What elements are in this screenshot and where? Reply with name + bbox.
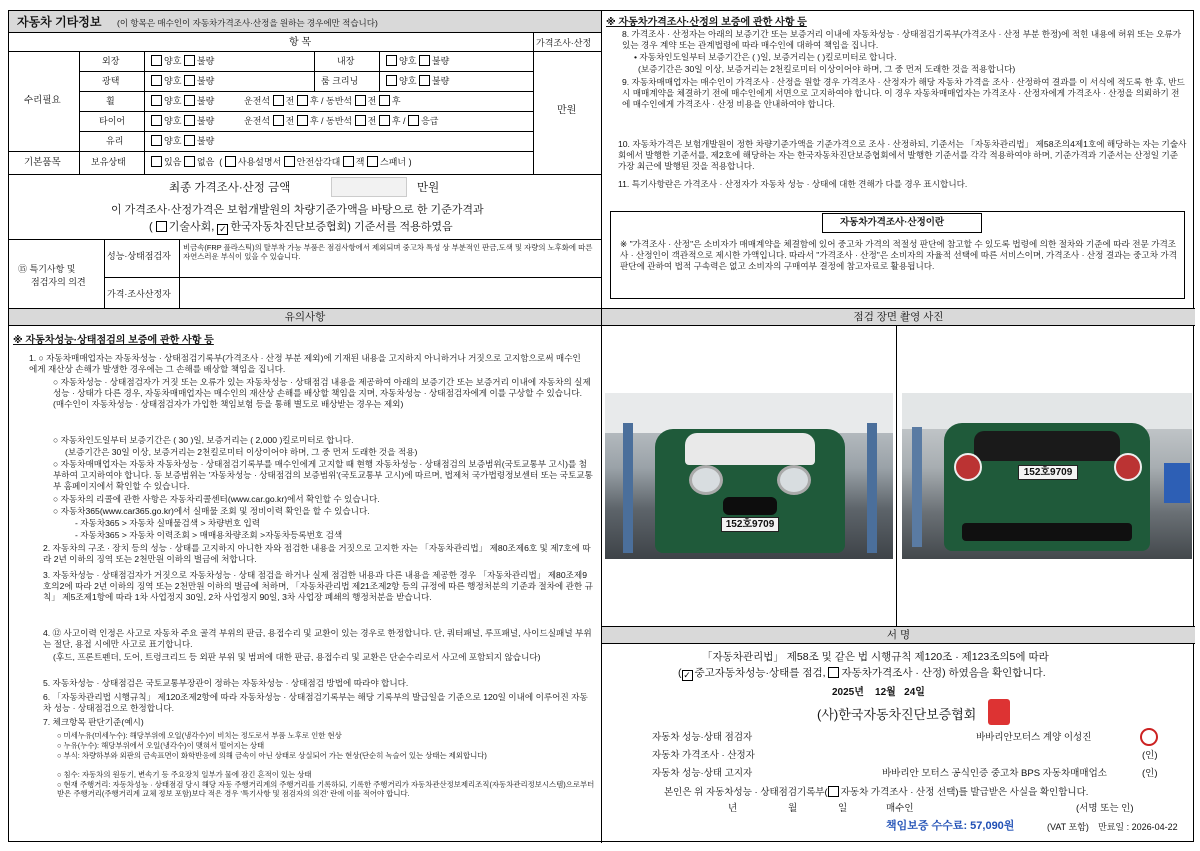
row-possession-label: 보유상태 — [91, 157, 126, 167]
note-1g: - 자동차365 > 자동차 실매물검색 > 차량번호 입력 — [75, 518, 261, 528]
room-bad-checkbox[interactable] — [419, 75, 430, 86]
note-7e: ○ 현재 주행거리: 자동차성능 · 상태점검 당시 해당 자동 주행거리계의 주행거리를 기록하되, 기록한 주행거리가 자동차관산정보제리조직(자동차관리정보시스템)으로부터 받은 주행거리(주행거리계 교체 정보 포함)보다 적은 경우 '특기사항 및 점검자의 의견' 란에 이를 적어야 합니다. — [57, 780, 595, 799]
association-seal-icon — [988, 699, 1010, 725]
room-good-checkbox[interactable] — [386, 75, 397, 86]
bad-label: 불량 — [196, 96, 215, 106]
note-7c: ○ 부식: 차량하부와 외판의 금속표면이 화학반응에 의해 금속이 아닌 상태로 상실되어 가는 현상(단순히 녹슬어 있는 상태는 제외합니다) — [57, 751, 487, 760]
note-4b: (후드, 프론트펜더, 도어, 트렁크리드 등 외판 부위 및 범퍼에 대한 판금, 용접수리 및 교환은 단순수리로서 사고에 포함되지 않습니다) — [53, 652, 541, 662]
basis-kaia-label: 한국자동차진단보증협회 — [230, 221, 348, 233]
wheel-good-checkbox[interactable] — [151, 95, 162, 106]
expiry-date: 만료일 : 2026-04-22 — [1098, 822, 1178, 832]
performance-check-label: 중고자동차성능·상태를 점검, — [694, 667, 826, 679]
note-7b: ○ 누유(누수): 해당부위에서 오일(냉각수)이 맺혀서 떨어지는 상태 — [57, 741, 265, 750]
bad-label: 불량 — [196, 56, 215, 66]
basis-tech-label: 기술사회, — [168, 221, 215, 233]
special-notes-label-2: 점검자의 의견 — [31, 277, 86, 287]
note-7: 7. 체크항목 판단기준(예시) — [43, 717, 144, 727]
row-tire-label: 타이어 — [99, 116, 126, 126]
notifier-row-value: 바바리안 모터스 공식인증 중고차 BPS 자동차매매업소 — [882, 768, 1107, 779]
basis-tech-checkbox[interactable] — [156, 221, 167, 232]
manual-label: 사용설명서 — [237, 157, 282, 167]
col-item-header: 항 목 — [289, 37, 312, 48]
note-6: 6. 「자동차관리법 시행규칙」 제120조제2항에 따라 자동차성능 · 상태점검기록부는 해당 기록부의 발급일을 기준으로 120일 이내에 이루어진 자동차 성능 · 상태점검으로 한정합니다. — [43, 692, 588, 714]
front-plate: 152호9709 — [721, 517, 779, 532]
note-1f: ○ 자동차365(www.car365.go.kr)에서 실매물 조회 및 정비이력 확인을 할 수 있습니다. — [53, 506, 370, 516]
note-7d: ○ 침수: 자동차의 원동기, 변속기 등 주요장치 일부가 물에 잠긴 흔적이 있는 상태 — [57, 770, 312, 779]
col-price-header: 가격조사·산정 — [536, 38, 592, 48]
price-item-11: 11. 특기사항란은 가격조사 · 산정자가 자동차 성능 · 상태에 대한 견해가 다를 경우 표시합니다. — [618, 179, 968, 189]
date-day: 24일 — [904, 687, 925, 698]
signature-header: 서 명 — [602, 627, 1195, 644]
receipt-year: 년 — [728, 803, 738, 814]
price-item-8-sub1: • 자동차인도일부터 보증기간은 ( )일, 보증거리는 ( )킬로미터로 합니다. — [634, 52, 897, 62]
wheel-rear-passenger-checkbox[interactable] — [297, 95, 308, 106]
front-label: 전 — [367, 96, 377, 106]
row-gloss-label: 광택 — [102, 76, 120, 86]
driver-side-label: 운전석 — [244, 116, 271, 126]
price-def-title: 자동차가격조사·산정이란 — [840, 217, 945, 228]
interior-bad-checkbox[interactable] — [419, 55, 430, 66]
final-price-label: 최종 가격조사·산정 금액 — [169, 182, 291, 194]
price-item-8: 8. 가격조사 · 산정자는 아래의 보증기간 또는 보증거리 이내에 자동차성능 · 상태점검기록부(가격조사 · 산정 부분 한정)에 적힌 내용에 허위 또는 오류가 있는 경우 계약 또는 관계법령에 따라 매수인에 대하여 책임을 집니다. — [622, 29, 1182, 51]
row-room-cleaning-label: 룸 크리닝 — [321, 76, 359, 86]
exterior-good-checkbox[interactable] — [151, 55, 162, 66]
price-def-text: ※ "가격조사 · 산정"은 소비자가 매매계약을 체결함에 있어 중고차 가격의 적절성 판단에 참고할 수 있도록 법령에 의한 절차와 기준에 따라 전문 가격조사 · 산정인이 객관적으로 제시한 가액입니다. 따라서 "가격조사 · 산정"은 소비자의 자율적 선택에 따른 서비스이며, 가격조사 · 산정 결과는 중고차 가격판단에 관하여 법적 구속력은 없고 소비자의 구매여부 결정에 참고자료로 활용됩니다. — [620, 239, 1178, 272]
front-label: 전 — [285, 116, 295, 126]
interior-good-checkbox[interactable] — [386, 55, 397, 66]
price-guarantee-title: ※ 자동차가격조사·산정의 보증에 관한 사항 등 — [606, 17, 807, 28]
performance-check-checkbox[interactable]: ✓ — [683, 670, 691, 680]
other-info-title: 자동차 기타정보 — [17, 15, 102, 29]
notes-header: 유의사항 — [9, 309, 601, 326]
possession-have-checkbox[interactable] — [151, 156, 162, 167]
manual-checkbox[interactable] — [225, 156, 236, 167]
notes-section — [9, 309, 602, 843]
rear-passenger-label: 후 / 동반석 — [309, 116, 353, 126]
rear-passenger-label: 후 / 동반석 — [309, 96, 353, 106]
receipt-price-checkbox[interactable] — [828, 786, 839, 797]
exterior-bad-checkbox[interactable] — [184, 55, 195, 66]
fee-vat: (VAT 포함) — [1047, 822, 1089, 832]
receipt-month: 월 — [788, 803, 798, 814]
rear-plate: 152호9709 — [1018, 465, 1078, 480]
bad-label: 불량 — [431, 56, 450, 66]
none-label: 없음 — [196, 157, 215, 167]
possession-none-checkbox[interactable] — [184, 156, 195, 167]
photos-header: 점검 장면 촬영 사진 — [602, 309, 1195, 326]
inspection-form-page — [8, 10, 1194, 842]
tire-front-checkbox[interactable] — [273, 115, 284, 126]
tire-rear-passenger-checkbox[interactable] — [297, 115, 308, 126]
note-1h: - 자동차365 > 자동차 이력조회 > 매매용차량조회 >자동차등록번호 검색 — [75, 530, 343, 540]
other-info-subtitle: (이 항목은 매수인이 자동차가격조사·산정을 원하는 경우에만 적습니다) — [117, 18, 378, 28]
jack-checkbox[interactable] — [343, 156, 354, 167]
glass-good-checkbox[interactable] — [151, 135, 162, 146]
jack-label: 잭 — [355, 157, 365, 167]
row-exterior-label: 외장 — [102, 56, 120, 66]
gloss-bad-checkbox[interactable] — [184, 75, 195, 86]
tire-bad-checkbox[interactable] — [184, 115, 195, 126]
note-1b: ○ 자동차성능 · 상태점검자가 거짓 또는 오류가 있는 자동차성능 · 상태점검 내용을 제공하여 아래의 보증기간 또는 보증거리 이내에 자동차의 실제 성능 · 상태가 다른 경우, 자동차매매업자는 매수인의 재산상 손해를 배상할 책임을 지며, 자동차성능 · 상태점검자에게 이를 구상할 수 있습니다.(매수인이 자동차성능 · 상태점검자가 가입한 책임보험 등을 통해 별도로 배상받는 경우는 제외) — [53, 377, 591, 410]
repair-needed-label: 수리필요 — [24, 95, 61, 106]
receipt-text-2: 자동차 가격조사 · 산정 선택)를 발급받은 사실을 확인합니다. — [840, 787, 1089, 798]
price-check-label: 자동차가격조사 · 산정) 하였음을 확인합니다. — [841, 667, 1046, 679]
driver-side-label: 운전석 — [244, 96, 271, 106]
notes-title: ※ 자동차성능·상태점검의 보증에 관한 사항 등 — [13, 335, 214, 346]
signature-line-1: 「자동차관리법」 제58조 및 같은 법 시행규칙 제120조 · 제123조의5에 따라 — [702, 651, 1049, 663]
front-inspection-photo — [605, 393, 893, 559]
paren-open: ( — [678, 667, 682, 679]
good-label: 양호 — [399, 56, 417, 66]
price-item-10: 10. 자동차가격은 보험개발원이 정한 차량기준가액을 기준가격으로 조사 · 산정하되, 기준서는 「자동차관리법」 제58조의4제1호에 해당하는 자는 기술사회에서 발행한 기준서를, 제2호에 해당하는 자는 한국자동차진단보증협회에서 발행한 기준서를 각각 적용하여야 하며, 기준가격과 기준서는 산정일 기준 가장 최근에 발행된 것을 적용합니다. — [618, 139, 1187, 172]
bad-label: 불량 — [431, 76, 450, 86]
tire-passenger-rear-checkbox[interactable] — [379, 115, 390, 126]
basis-kaia-checkbox[interactable]: ✓ — [219, 224, 227, 234]
good-label: 양호 — [164, 96, 182, 106]
notifier-row-label: 자동차 성능·상태 고지자 — [652, 768, 753, 779]
signature-section — [602, 627, 1195, 843]
triangle-checkbox[interactable] — [284, 156, 295, 167]
note-1e: ○ 자동차의 리콜에 관한 사항은 자동차리콜센터(www.car.go.kr)에서 확인할 수 있습니다. — [53, 494, 380, 504]
price-check-checkbox[interactable] — [828, 667, 839, 678]
good-label: 양호 — [399, 76, 417, 86]
receipt-day: 일 — [838, 803, 848, 814]
front-label: 전 — [285, 96, 295, 106]
gloss-good-checkbox[interactable] — [151, 75, 162, 86]
note-1c2: (보증기간은 30일 이상, 보증거리는 2천킬로미터 이상이어야 하며, 그 중 먼저 도래한 것을 적용) — [65, 447, 418, 457]
appraiser-label: 가격·조사산정자 — [107, 289, 171, 299]
buyer-sign: (서명 또는 인) — [1076, 803, 1134, 814]
other-info-section: 자동차 기타정보 (이 항목은 매수인이 자동차가격조사·산정을 원하는 경우에만 적습니다) 항 목 가격조사·산정 수리필요 기본품목 외장 양호 불량 내장 양호 불량 광택 양호 불량 룸 크리닝 양호 불량 휠 양호 불량 운전석 전 후 / 동반석 전 후 타이어 양호 불량 운전석 전 후 / 동반석 전 후 / 응급 유리 양호 불량 만원 보유상태 있음 없음 ( 사용설명서 안전삼각대 잭 스패너 ) 최종 가격조사·산정 금액 만원 이 가격조사·산정가격은 보험개발원의 차량기준가액을 바탕으로 한 기준가격과 ( 기술사회, ✓ 한국자동차진단보증협회) 기준서를 적용하였음 ⑮ 특기사항 및 점검자의 의견 성능·상태점검자 비금속(FRP 플라스틱)의 탈부착 가능 부품은 점검사항에서 제외되며 중고차 특성 상 부분적인 판금,도색 및 자량의 노후화에 따른 자연스러운 부식이 있을 수 있습니다. 가격·조사산정자 — [9, 11, 602, 309]
front-label: 전 — [367, 116, 377, 126]
notifier-seal: (인) — [1142, 768, 1158, 779]
inspector-seal-icon — [1140, 728, 1158, 746]
price-item-8-sub2: (보증기간은 30일 이상, 보증거리는 2천킬로미터 이상이어야 하며, 그 중 먼저 도래한 것을 적용합니다) — [638, 64, 1016, 74]
basis-suffix: ) 기준서를 적용하였음 — [347, 221, 453, 233]
paren-open: ( — [149, 221, 153, 233]
bad-label: 불량 — [196, 136, 215, 146]
row-wheel-label: 휠 — [106, 96, 115, 106]
row-interior-label: 내장 — [337, 56, 355, 66]
emergency-label: 응급 — [421, 116, 439, 126]
rear-label: 후 / — [391, 116, 406, 126]
rear-inspection-photo — [902, 393, 1192, 559]
note-1: 1. ○ 자동차매매업자는 자동차성능 · 상태점검기록부(가격조사 · 산정 부분 제외)에 기재된 내용을 고지하지 아니하거나 거짓으로 고지함으로써 매수인에게 재산상 손해가 발생한 경우에는 그 손해를 배상할 책임을 집니다. — [29, 353, 581, 375]
date-month: 12월 — [875, 687, 896, 698]
wheel-passenger-rear-checkbox[interactable] — [379, 95, 390, 106]
final-price-input[interactable] — [331, 177, 407, 197]
glass-bad-checkbox[interactable] — [184, 135, 195, 146]
basic-items-label: 기본품목 — [24, 157, 61, 168]
note-7a: ○ 미세누유(미세누수): 해당부위에 오일(냉각수)이 비치는 정도로서 부품 노후로 인한 현상 — [57, 731, 342, 740]
note-5: 5. 자동차성능 · 상태점검은 국토교통부장관이 정하는 자동차성능 · 상태점검 방법에 따라야 합니다. — [43, 678, 409, 688]
inspector-label: 성능·상태점검자 — [107, 251, 171, 261]
rear-label: 후 — [391, 96, 401, 106]
final-price-unit: 만원 — [417, 182, 440, 194]
special-notes-label-1: ⑮ 특기사항 및 — [18, 264, 76, 274]
tire-passenger-front-checkbox[interactable] — [355, 115, 366, 126]
good-label: 양호 — [164, 56, 182, 66]
appraiser-seal: (인) — [1142, 750, 1158, 761]
inspector-row-value: 바바리안모터스 계양 이성진 — [976, 732, 1092, 743]
note-3: 3. 자동차성능 · 상태점검자가 거짓으로 자동차성능 · 상태 점검을 하거나 실제 점검한 내용과 다른 내용을 제공한 경우 「자동차관리법」 제80조제9호의2에 따라 2년 이하의 징역 또는 2천만원 이하의 벌금에 처하며, 「자동차관리법 제21조제2항 등의 규정에 따른 행정처분의 기준과 절차에 관한 규칙」 제5조제1항에 따라 1차 사업정지 30일, 2차 사업정지 90일, 3차 사업장 폐쇄의 행정처분을 받습니다. — [43, 570, 593, 603]
inspector-row-label: 자동차 성능·상태 점검자 — [652, 732, 753, 743]
note-4: 4. ⑫ 사고이력 인정은 사고로 자동차 주요 골격 부위의 판금, 용접수리 및 교환이 있는 경우로 한정합니다. 단, 쿼터패널, 루프패널, 사이드실패널 부위는 절단, 용접 시에만 사고로 표기합니다. — [43, 628, 592, 650]
price-item-9: 9. 자동차매매업자는 매수인이 가격조사 · 산정을 원할 경우 가격조사 · 산정자가 해당 자동차 가격을 조사 · 산정하여 결과를 이 서식에 적도록 한 후, 반드시 매매계약을 체결하기 전에 매수인에게 서면으로 고지하여야 합니다. 이 경우 자동차매매업자는 가격조사 · 산정자에게 가격조사 · 산정을 의뢰하기 전에 매수인에게 가격조사 · 산정 비용을 안내하여야 합니다. — [622, 77, 1185, 110]
fee-label: 책임보증 수수료: 57,090원 — [886, 820, 1015, 832]
good-label: 양호 — [164, 116, 182, 126]
bad-label: 불량 — [196, 76, 215, 86]
wheel-passenger-front-checkbox[interactable] — [355, 95, 366, 106]
wheel-bad-checkbox[interactable] — [184, 95, 195, 106]
note-1c: ○ 자동차인도일부터 보증기간은 ( 30 )일, 보증거리는 ( 2,000 )킬로미터로 합니다. — [53, 435, 354, 445]
note-2: 2. 자동차의 구조 · 장치 등의 성능 · 상태를 고지하지 아니한 자와 점검한 내용을 거짓으로 고지한 자는 「자동차관리법」 제80조제6호 및 제7호에 따라 2년 이하의 징역 또는 2천만원 이하의 벌금에 처합니다. — [43, 543, 591, 565]
bad-label: 불량 — [196, 116, 215, 126]
date-year: 2025년 — [832, 687, 864, 698]
good-label: 양호 — [164, 136, 182, 146]
wheel-front-checkbox[interactable] — [273, 95, 284, 106]
tire-good-checkbox[interactable] — [151, 115, 162, 126]
good-label: 양호 — [164, 76, 182, 86]
spanner-checkbox[interactable] — [367, 156, 378, 167]
receipt-text: 본인은 위 자동차성능 · 상태점검기록부( — [664, 787, 828, 798]
association-name: (사)한국자동차진단보증협회 — [817, 707, 977, 722]
appraiser-row-label: 자동차 가격조사 · 산정자 — [652, 750, 755, 761]
note-1d: ○ 자동차매매업자는 자동차 자동차성능 · 상태점검기록부를 매수인에게 고지할 때 현행 자동차성능 · 상태점검의 보증범위(국토교통부 고시)를 첨부하여 고지하여야 합니다. 동 보증범위는 '자동차성능 · 상태점검의 보증범위'(국토교통부 고시)에 따르며, 법제처 국가법령정보센터 또는 국토교통부 홈페이지에서 확인할 수 있습니다. — [53, 459, 593, 492]
spanner-label: 스패너 — [380, 157, 407, 167]
triangle-label: 안전삼각대 — [296, 157, 341, 167]
buyer-label: 매수인 — [886, 803, 914, 814]
have-label: 있음 — [164, 157, 182, 167]
sign-date — [832, 687, 925, 700]
price-guarantee-section — [602, 11, 1195, 309]
photos-section — [602, 309, 1195, 627]
inspector-note: 비금속(FRP 플라스틱)의 탈부착 가능 부품은 점검사항에서 제외되며 중고차 특성 상 부분적인 판금,도색 및 자량의 노후화에 따른 자연스러운 부식이 있을 수 있습니다. — [183, 243, 593, 262]
price-unit-label: 만원 — [557, 105, 577, 116]
tire-emergency-checkbox[interactable] — [408, 115, 419, 126]
basis-line-1: 이 가격조사·산정가격은 보험개발원의 차량기준가액을 바탕으로 한 기준가격과 — [111, 204, 484, 216]
row-glass-label: 유리 — [106, 136, 124, 146]
